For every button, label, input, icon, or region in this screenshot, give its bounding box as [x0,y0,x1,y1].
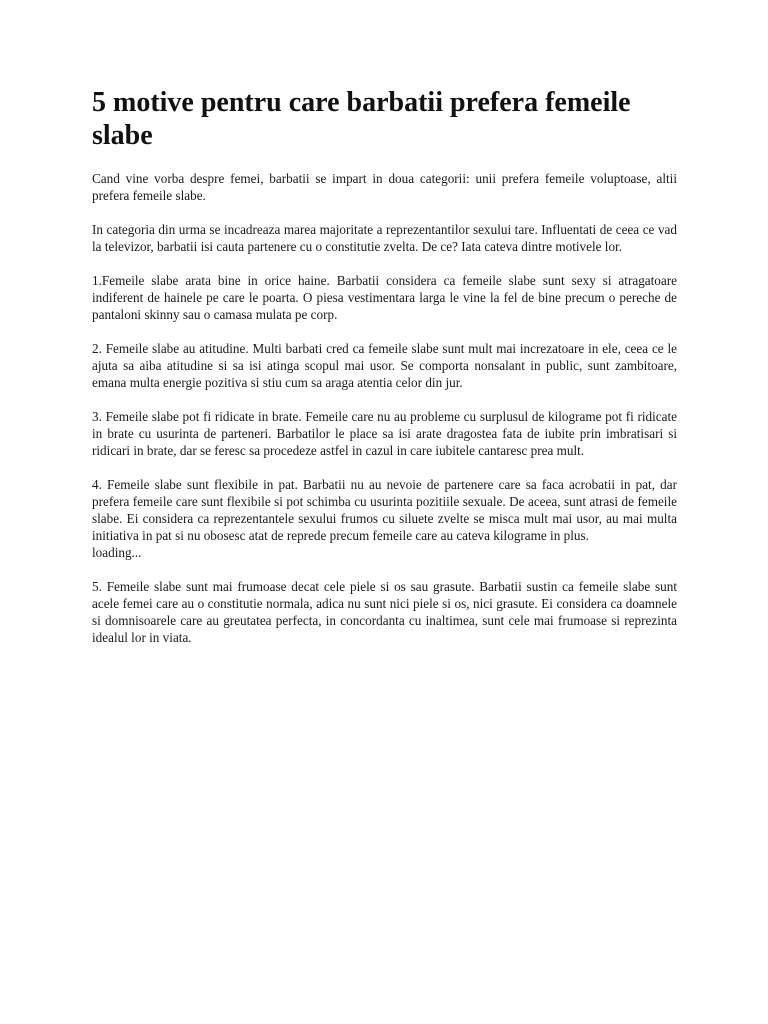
reason-paragraph-1: 1.Femeile slabe arata bine in orice haine. Barbatii considera ca femeile slabe sunt sexy si atragatoare indiferent de hainele pe care le poarta. O piesa vestimentara larga le vine la fel de bine precum o pereche de pantaloni skinny sau o camasa mulata pe corp. [92,273,677,322]
intro-paragraph-2: In categoria din urma se incadreaza marea majoritate a reprezentantilor sexului tare. Influentati de ceea ce vad la televizor, barbatii isi cauta partenere cu o constitutie zvelta. De ce? Iata cateva dintre motivele lor. [92,222,677,254]
loading-text: loading... [92,545,142,560]
reason-paragraph-3: 3. Femeile slabe pot fi ridicate in brate. Femeile care nu au probleme cu surplusul de kilograme pot fi ridicate in brate cu usurinta de parteneri. Barbatilor le place sa isi arate dragostea fata de iubite prin imbratisari si ridicari in brate, dar se feresc sa procedeze astfel in cazul in care iubitele cantaresc prea mult. [92,409,677,458]
reason-paragraph-2: 2. Femeile slabe au atitudine. Multi barbati cred ca femeile slabe sunt mult mai increzatoare in ele, ceea ce le ajuta sa aiba atitudine si sa isi atinga scopul mai usor. Se comporta nonsalant in public, sunt zambitoare, emana multa energie pozitiva si stiu cum sa araga atentia celor din jur. [92,341,677,390]
intro-paragraph-1: Cand vine vorba despre femei, barbatii se impart in doua categorii: unii prefera femeile voluptoase, altii prefera femeile slabe. [92,171,677,203]
document-title: 5 motive pentru care barbatii prefera femeile slabe [92,87,631,151]
document-page [92,86,677,663]
reason-paragraph-5: 5. Femeile slabe sunt mai frumoase decat cele piele si os sau grasute. Barbatii sustin ca femeile slabe sunt acele femei care au o constitutie normala, adica nu sunt nici piele si os, nici grasute. Ei considera ca doamnele si domnisoarele care au greutatea perfecta, in concordanta cu inaltimea, sunt cele mai frumoase si reprezinta idealul lor in viata. [92,579,677,645]
reason-paragraph-4: 4. Femeile slabe sunt flexibile in pat. Barbatii nu au nevoie de partenere care sa faca acrobatii in pat, dar prefera femeile care sunt flexibile si pot schimba cu usurinta pozitiile sexuale. De aceea, sunt atrasi de femeile slabe. Ei considera ca reprezentantele sexului frumos cu siluete zvelte se misca mult mai usor, au mai multa initiativa in pat si nu obosesc atat de reprede precum femeile care au cateva kilograme in plus. [92,477,677,543]
